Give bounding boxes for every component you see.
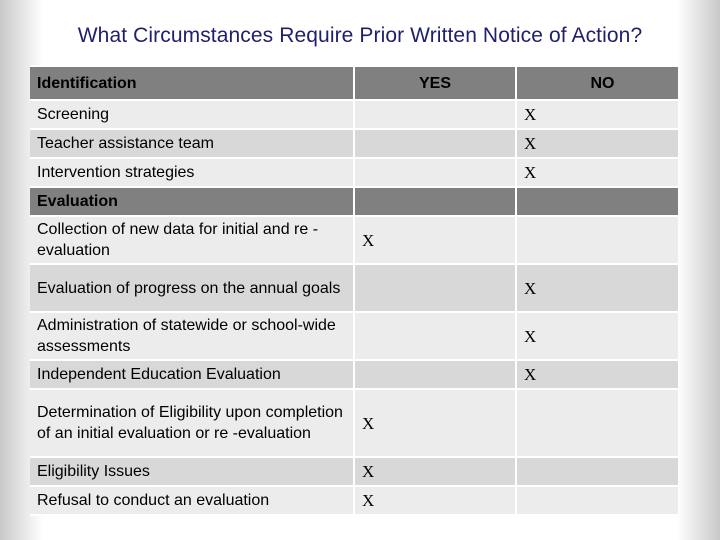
yes-mark: X (354, 457, 516, 486)
no-mark (516, 486, 678, 515)
yes-mark (354, 129, 516, 158)
no-mark: X (516, 312, 678, 360)
table-row (30, 216, 678, 264)
yes-mark (354, 312, 516, 360)
table-row (30, 158, 678, 187)
row-label: Evaluation of progress on the annual goals (30, 264, 354, 312)
no-mark (516, 457, 678, 486)
no-mark: X (516, 264, 678, 312)
row-label: Refusal to conduct an evaluation (30, 486, 354, 515)
no-mark (516, 216, 678, 264)
row-label: Determination of Eligibility upon completion of an initial evaluation or re -evaluation (30, 389, 354, 457)
table-row (30, 486, 678, 515)
no-mark (516, 187, 678, 216)
yes-mark (354, 158, 516, 187)
table-row (30, 100, 678, 129)
header-yes: YES (354, 66, 516, 100)
header-no: NO (516, 66, 678, 100)
table-row (30, 389, 678, 457)
row-label: Independent Education Evaluation (30, 360, 354, 389)
no-mark: X (516, 360, 678, 389)
table-header-row (30, 66, 678, 100)
row-label: Intervention strategies (30, 158, 354, 187)
section-row (30, 187, 678, 216)
notice-table (30, 65, 678, 516)
slide-title: What Circumstances Require Prior Written Notice of Action? (77, 24, 643, 47)
table-row (30, 360, 678, 389)
yes-mark (354, 187, 516, 216)
section-label: Evaluation (30, 187, 354, 216)
yes-mark (354, 264, 516, 312)
table-row (30, 457, 678, 486)
row-label: Administration of statewide or school-wide assessments (30, 312, 354, 360)
yes-mark (354, 100, 516, 129)
row-label: Screening (30, 100, 354, 129)
no-mark: X (516, 158, 678, 187)
row-label: Teacher assistance team (30, 129, 354, 158)
table-row (30, 264, 678, 312)
row-label: Eligibility Issues (30, 457, 354, 486)
header-identification: Identification (30, 66, 354, 100)
no-mark (516, 389, 678, 457)
yes-mark: X (354, 216, 516, 264)
no-mark: X (516, 129, 678, 158)
row-label: Collection of new data for initial and re -evaluation (30, 216, 354, 264)
table-row (30, 312, 678, 360)
yes-mark (354, 360, 516, 389)
yes-mark: X (354, 486, 516, 515)
no-mark: X (516, 100, 678, 129)
yes-mark: X (354, 389, 516, 457)
table-row (30, 129, 678, 158)
